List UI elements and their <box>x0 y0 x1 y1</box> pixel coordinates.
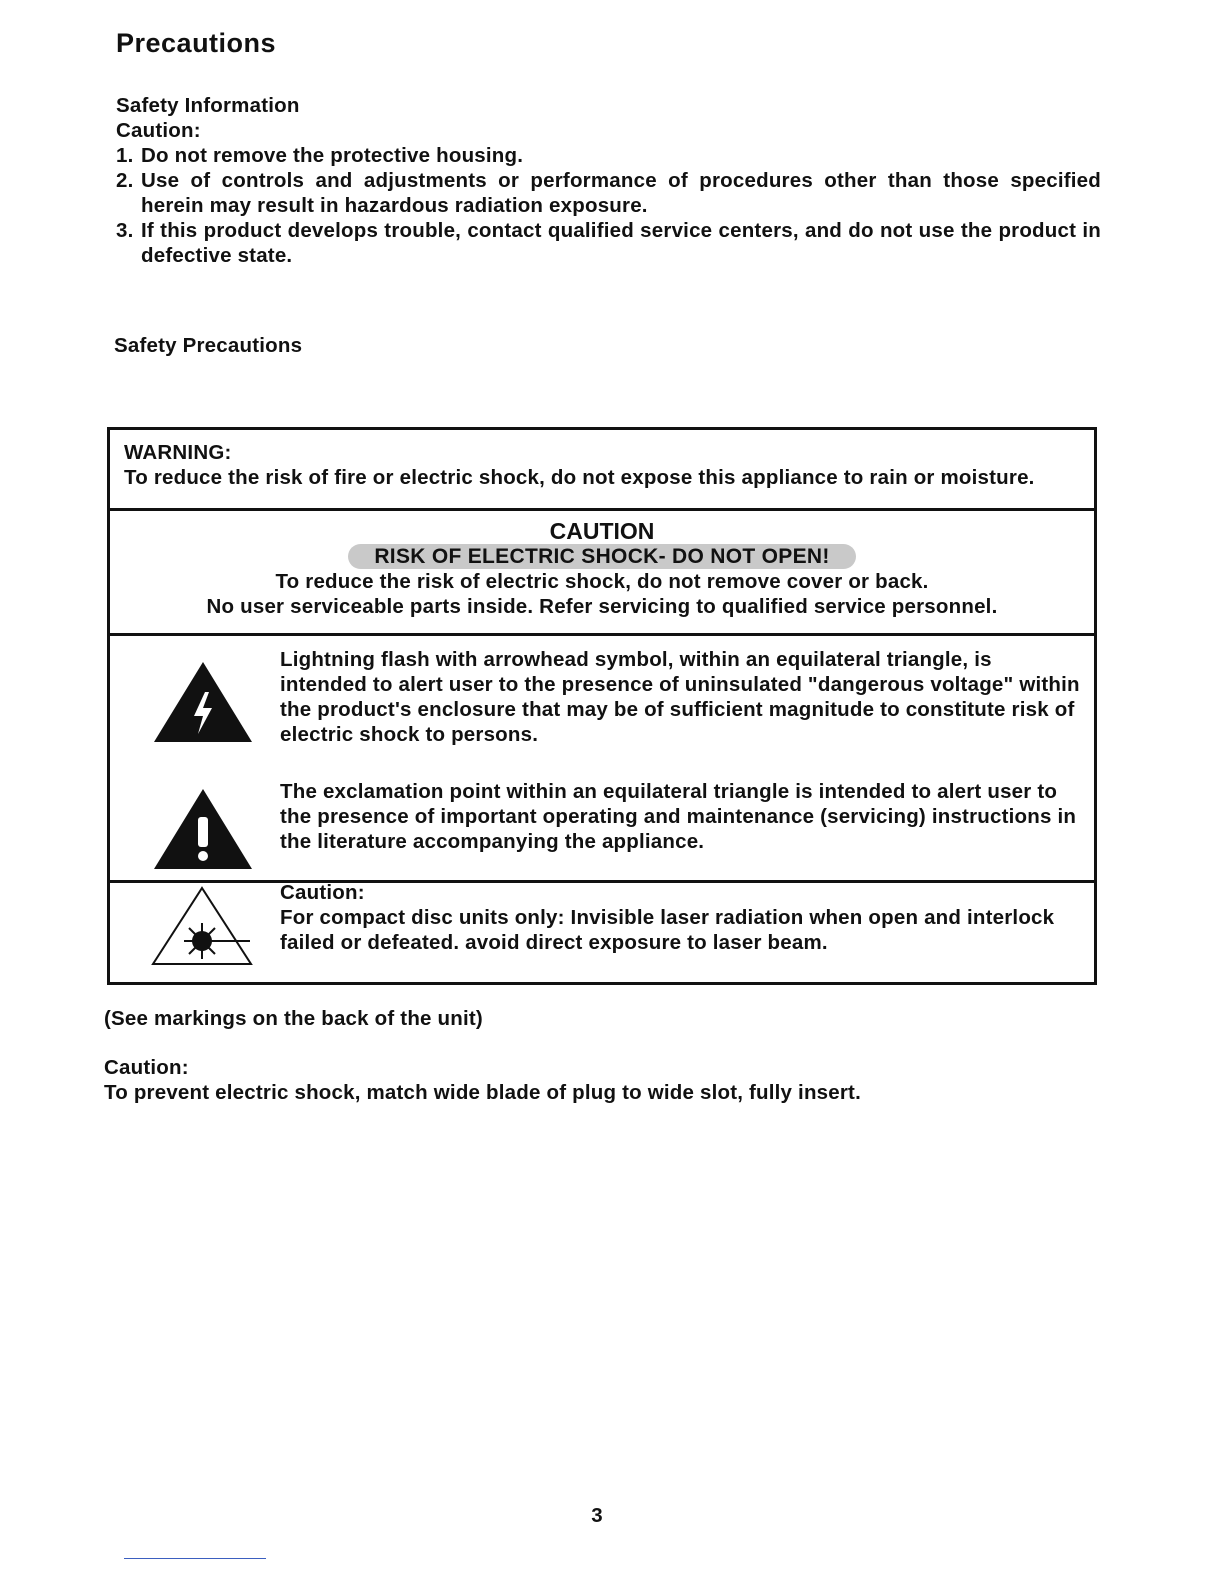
footer-caution-text: To prevent electric shock, match wide blade of plug to wide slot, fully insert. <box>104 1081 861 1104</box>
list-item-number: 1. <box>116 144 134 167</box>
list-item-text: If this product develops trouble, contact qualified service centers, and do not use the product in defective state. <box>141 219 1101 267</box>
list-item-text: Do not remove the protective housing. <box>141 144 524 167</box>
laser-caution-description: For compact disc units only: Invisible laser radiation when open and interlock failed or defeated. avoid direct exposure to laser beam. <box>280 906 1055 954</box>
caution-label: Caution: <box>116 119 201 142</box>
laser-caution-section <box>110 880 1094 982</box>
warning-section <box>110 430 1094 511</box>
laser-caution-label: Caution: <box>280 881 365 904</box>
page-title: Precautions <box>116 28 277 58</box>
caution-title: CAUTION <box>549 518 655 544</box>
list-item <box>116 218 1101 268</box>
laser-warning-icon <box>150 885 254 967</box>
list-item-text: Use of controls and adjustments or performance of procedures other than those specified herein may result in hazardous radiation exposure. <box>141 169 1101 217</box>
warning-box <box>107 427 1097 985</box>
footer-caution <box>104 1055 861 1105</box>
exclamation-triangle-icon <box>152 787 254 871</box>
laser-caution-text <box>280 880 1080 955</box>
caution-line-1: To reduce the risk of electric shock, do not remove cover or back. <box>275 570 929 593</box>
safety-information-section <box>116 93 300 143</box>
lightning-triangle-icon <box>152 660 254 744</box>
list-item <box>116 168 1101 218</box>
warning-text: To reduce the risk of fire or electric shock, do not expose this appliance to rain or moisture. <box>124 466 1035 489</box>
caution-list <box>116 143 1101 268</box>
page-number: 3 <box>591 1504 603 1527</box>
risk-of-shock-banner: RISK OF ELECTRIC SHOCK- DO NOT OPEN! <box>348 544 855 569</box>
caution-section <box>110 508 1094 636</box>
exclamation-symbol-description: The exclamation point within an equilateral triangle is intended to alert user to the presence of important operating and maintenance (servicing) instructions in the literature accompanying the appliance. <box>280 780 1077 853</box>
warning-label: WARNING: <box>124 441 232 464</box>
caution-line-2: No user serviceable parts inside. Refer servicing to qualified service personnel. <box>206 595 998 618</box>
markings-note: (See markings on the back of the unit) <box>104 1007 483 1030</box>
safety-precautions-heading: Safety Precautions <box>114 334 303 357</box>
footer-caution-label: Caution: <box>104 1056 189 1079</box>
bottom-rule <box>124 1558 266 1559</box>
list-item <box>116 143 1101 168</box>
safety-information-heading: Safety Information <box>116 94 300 117</box>
lightning-symbol-description: Lightning flash with arrowhead symbol, within an equilateral triangle, is intended to alert user to the presence of uninsulated "dangerous voltage" within the product's enclosure that may be of sufficient magnitude to constitute risk of electric shock to persons. <box>280 648 1080 746</box>
list-item-number: 3. <box>116 219 134 242</box>
symbols-section <box>110 633 1094 883</box>
list-item-number: 2. <box>116 169 134 192</box>
